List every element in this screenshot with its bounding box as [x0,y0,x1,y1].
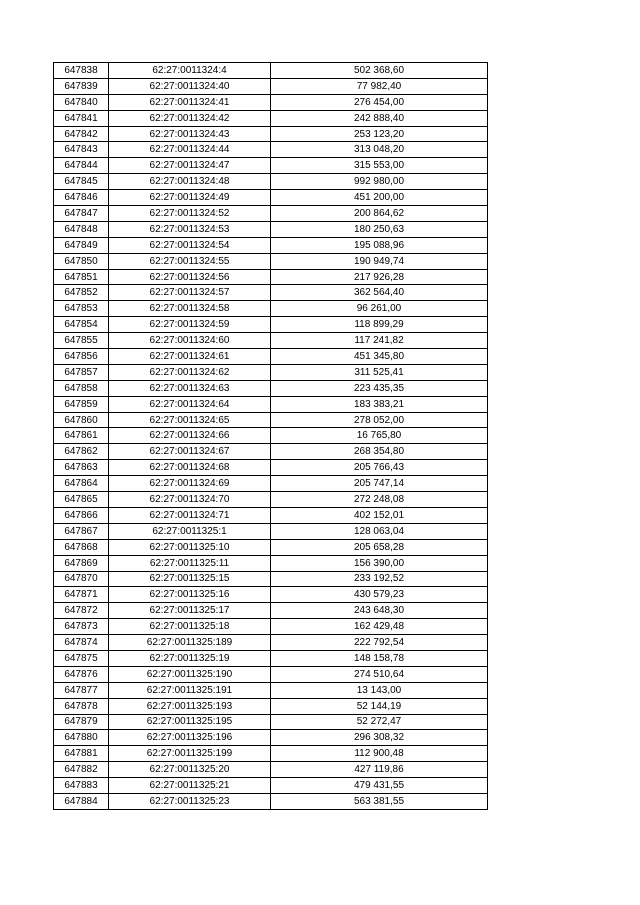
table-row [54,619,488,635]
cadastral-number-cell: 62:27:0011324:68 [109,460,271,476]
table-row [54,476,488,492]
cadastral-number-cell: 62:27:0011324:58 [109,301,271,317]
cadastral-number-cell: 62:27:0011325:191 [109,682,271,698]
row-id-cell: 647857 [54,364,109,380]
cadastral-value-cell: 242 888,40 [271,110,488,126]
cadastral-value-cell: 315 553,00 [271,158,488,174]
cadastral-number-cell: 62:27:0011324:59 [109,317,271,333]
cadastral-value-cell: 563 381,55 [271,793,488,809]
cadastral-value-cell: 52 144,19 [271,698,488,714]
table-row [54,237,488,253]
table-row [54,110,488,126]
cadastral-value-cell: 195 088,96 [271,237,488,253]
cadastral-value-cell: 311 525,41 [271,364,488,380]
table-row [54,746,488,762]
cadastral-number-cell: 62:27:0011325:19 [109,650,271,666]
table-row [54,714,488,730]
row-id-cell: 647871 [54,587,109,603]
cadastral-value-table [53,62,488,810]
cadastral-value-cell: 128 063,04 [271,523,488,539]
cadastral-value-cell: 148 158,78 [271,650,488,666]
row-id-cell: 647855 [54,333,109,349]
cadastral-number-cell: 62:27:0011325:21 [109,778,271,794]
row-id-cell: 647862 [54,444,109,460]
table-row [54,94,488,110]
cadastral-value-cell: 296 308,32 [271,730,488,746]
row-id-cell: 647870 [54,571,109,587]
table-row [54,221,488,237]
cadastral-value-cell: 268 354,80 [271,444,488,460]
table-row [54,682,488,698]
row-id-cell: 647854 [54,317,109,333]
table-row [54,793,488,809]
row-id-cell: 647850 [54,253,109,269]
cadastral-number-cell: 62:27:0011324:54 [109,237,271,253]
row-id-cell: 647852 [54,285,109,301]
cadastral-value-cell: 992 980,00 [271,174,488,190]
cadastral-number-cell: 62:27:0011325:193 [109,698,271,714]
cadastral-value-cell: 272 248,08 [271,492,488,508]
table-row [54,285,488,301]
cadastral-number-cell: 62:27:0011325:199 [109,746,271,762]
table-row [54,762,488,778]
cadastral-value-cell: 223 435,35 [271,380,488,396]
row-id-cell: 647860 [54,412,109,428]
cadastral-value-cell: 217 926,28 [271,269,488,285]
row-id-cell: 647851 [54,269,109,285]
row-id-cell: 647843 [54,142,109,158]
cadastral-value-cell: 222 792,54 [271,635,488,651]
row-id-cell: 647849 [54,237,109,253]
cadastral-number-cell: 62:27:0011325:189 [109,635,271,651]
cadastral-value-cell: 233 192,52 [271,571,488,587]
cadastral-value-cell: 183 383,21 [271,396,488,412]
row-id-cell: 647845 [54,174,109,190]
row-id-cell: 647879 [54,714,109,730]
cadastral-value-cell: 362 564,40 [271,285,488,301]
row-id-cell: 647880 [54,730,109,746]
cadastral-number-cell: 62:27:0011325:17 [109,603,271,619]
row-id-cell: 647847 [54,206,109,222]
row-id-cell: 647882 [54,762,109,778]
cadastral-number-cell: 62:27:0011324:71 [109,507,271,523]
cadastral-value-cell: 156 390,00 [271,555,488,571]
table-row [54,396,488,412]
table-row [54,571,488,587]
row-id-cell: 647868 [54,539,109,555]
cadastral-number-cell: 62:27:0011324:61 [109,349,271,365]
cadastral-value-cell: 96 261,00 [271,301,488,317]
table-row [54,444,488,460]
cadastral-value-cell: 13 143,00 [271,682,488,698]
row-id-cell: 647840 [54,94,109,110]
cadastral-value-cell: 479 431,55 [271,778,488,794]
cadastral-number-cell: 62:27:0011324:55 [109,253,271,269]
cadastral-number-cell: 62:27:0011325:16 [109,587,271,603]
cadastral-number-cell: 62:27:0011324:47 [109,158,271,174]
cadastral-value-cell: 451 200,00 [271,190,488,206]
cadastral-number-cell: 62:27:0011324:40 [109,78,271,94]
table-row [54,190,488,206]
table-row [54,364,488,380]
cadastral-number-cell: 62:27:0011325:15 [109,571,271,587]
cadastral-number-cell: 62:27:0011324:70 [109,492,271,508]
cadastral-value-cell: 276 454,00 [271,94,488,110]
table-row [54,142,488,158]
table-row [54,523,488,539]
cadastral-number-cell: 62:27:0011324:4 [109,63,271,79]
row-id-cell: 647844 [54,158,109,174]
row-id-cell: 647848 [54,221,109,237]
cadastral-value-cell: 16 765,80 [271,428,488,444]
row-id-cell: 647866 [54,507,109,523]
cadastral-value-cell: 77 982,40 [271,78,488,94]
cadastral-number-cell: 62:27:0011324:66 [109,428,271,444]
table-row [54,492,488,508]
row-id-cell: 647874 [54,635,109,651]
row-id-cell: 647881 [54,746,109,762]
table-row [54,317,488,333]
cadastral-number-cell: 62:27:0011324:49 [109,190,271,206]
row-id-cell: 647876 [54,666,109,682]
cadastral-number-cell: 62:27:0011324:43 [109,126,271,142]
row-id-cell: 647865 [54,492,109,508]
row-id-cell: 647869 [54,555,109,571]
cadastral-value-cell: 180 250,63 [271,221,488,237]
table-row [54,158,488,174]
row-id-cell: 647878 [54,698,109,714]
cadastral-value-cell: 118 899,29 [271,317,488,333]
cadastral-value-cell: 502 368,60 [271,63,488,79]
cadastral-number-cell: 62:27:0011325:196 [109,730,271,746]
cadastral-number-cell: 62:27:0011324:48 [109,174,271,190]
table-row [54,507,488,523]
cadastral-value-cell: 243 648,30 [271,603,488,619]
table-row [54,539,488,555]
table-row [54,730,488,746]
cadastral-value-cell: 205 658,28 [271,539,488,555]
table-row [54,333,488,349]
cadastral-number-cell: 62:27:0011325:11 [109,555,271,571]
cadastral-value-cell: 313 048,20 [271,142,488,158]
row-id-cell: 647858 [54,380,109,396]
cadastral-number-cell: 62:27:0011324:63 [109,380,271,396]
table-body [54,63,488,810]
cadastral-number-cell: 62:27:0011324:42 [109,110,271,126]
cadastral-value-cell: 402 152,01 [271,507,488,523]
row-id-cell: 647838 [54,63,109,79]
table-row [54,428,488,444]
cadastral-value-cell: 427 119,86 [271,762,488,778]
table-row [54,78,488,94]
table-row [54,126,488,142]
cadastral-value-cell: 278 052,00 [271,412,488,428]
table-row [54,698,488,714]
table-row [54,587,488,603]
cadastral-number-cell: 62:27:0011324:64 [109,396,271,412]
cadastral-number-cell: 62:27:0011324:56 [109,269,271,285]
table-row [54,666,488,682]
row-id-cell: 647883 [54,778,109,794]
row-id-cell: 647863 [54,460,109,476]
table-row [54,555,488,571]
row-id-cell: 647864 [54,476,109,492]
table-row [54,253,488,269]
row-id-cell: 647877 [54,682,109,698]
table-row [54,460,488,476]
table-row [54,63,488,79]
cadastral-number-cell: 62:27:0011325:10 [109,539,271,555]
table-row [54,412,488,428]
row-id-cell: 647884 [54,793,109,809]
table-row [54,635,488,651]
table-row [54,174,488,190]
row-id-cell: 647867 [54,523,109,539]
cadastral-value-cell: 253 123,20 [271,126,488,142]
table-row [54,349,488,365]
table-row [54,206,488,222]
row-id-cell: 647856 [54,349,109,365]
cadastral-number-cell: 62:27:0011324:44 [109,142,271,158]
row-id-cell: 647861 [54,428,109,444]
cadastral-value-cell: 190 949,74 [271,253,488,269]
cadastral-number-cell: 62:27:0011324:65 [109,412,271,428]
row-id-cell: 647859 [54,396,109,412]
cadastral-value-cell: 205 766,43 [271,460,488,476]
cadastral-value-cell: 52 272,47 [271,714,488,730]
cadastral-number-cell: 62:27:0011324:52 [109,206,271,222]
row-id-cell: 647846 [54,190,109,206]
cadastral-number-cell: 62:27:0011324:41 [109,94,271,110]
cadastral-number-cell: 62:27:0011325:195 [109,714,271,730]
cadastral-number-cell: 62:27:0011325:23 [109,793,271,809]
table-row [54,269,488,285]
cadastral-number-cell: 62:27:0011324:69 [109,476,271,492]
table-row [54,380,488,396]
cadastral-number-cell: 62:27:0011325:190 [109,666,271,682]
table-row [54,301,488,317]
cadastral-value-cell: 430 579,23 [271,587,488,603]
row-id-cell: 647875 [54,650,109,666]
cadastral-number-cell: 62:27:0011324:57 [109,285,271,301]
table-row [54,650,488,666]
cadastral-number-cell: 62:27:0011324:60 [109,333,271,349]
cadastral-value-cell: 117 241,82 [271,333,488,349]
cadastral-value-cell: 162 429,48 [271,619,488,635]
cadastral-value-cell: 274 510,64 [271,666,488,682]
cadastral-value-cell: 205 747,14 [271,476,488,492]
row-id-cell: 647841 [54,110,109,126]
cadastral-value-cell: 112 900,48 [271,746,488,762]
cadastral-number-cell: 62:27:0011325:1 [109,523,271,539]
row-id-cell: 647853 [54,301,109,317]
cadastral-value-cell: 200 864,62 [271,206,488,222]
table-row [54,603,488,619]
cadastral-number-cell: 62:27:0011324:53 [109,221,271,237]
table-row [54,778,488,794]
row-id-cell: 647873 [54,619,109,635]
row-id-cell: 647842 [54,126,109,142]
cadastral-number-cell: 62:27:0011325:18 [109,619,271,635]
row-id-cell: 647839 [54,78,109,94]
document-page [53,62,487,810]
row-id-cell: 647872 [54,603,109,619]
cadastral-number-cell: 62:27:0011324:62 [109,364,271,380]
cadastral-value-cell: 451 345,80 [271,349,488,365]
cadastral-number-cell: 62:27:0011325:20 [109,762,271,778]
cadastral-number-cell: 62:27:0011324:67 [109,444,271,460]
